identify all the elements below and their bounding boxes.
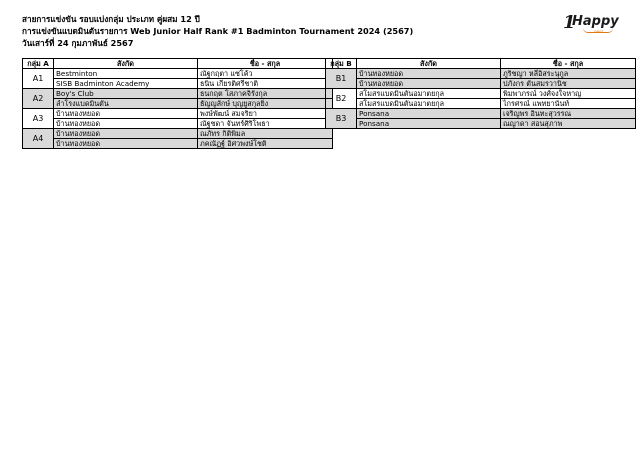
club-cell: Ponsana bbox=[357, 119, 501, 129]
player-name-cell: ธัญญลักษ์ บุญยูสกุลยิ่ง bbox=[198, 99, 333, 109]
table-row bbox=[23, 119, 333, 129]
club-cell: บ้านทองหยอด bbox=[54, 139, 198, 149]
group-label: A2 bbox=[23, 89, 54, 109]
player-name-cell: ณภัทร กิติพิมล bbox=[198, 129, 333, 139]
table-header-row bbox=[326, 59, 636, 69]
player-name-cell: พงษ์พัฒน์ สมจริยา bbox=[198, 109, 333, 119]
table-row bbox=[23, 69, 333, 79]
group-label: A3 bbox=[23, 109, 54, 129]
player-name-cell: ไกรศรณ์ แพทยานันท์ bbox=[501, 99, 636, 109]
table-row bbox=[326, 69, 636, 79]
logo-number: 1 bbox=[563, 12, 576, 33]
table-row bbox=[23, 99, 333, 109]
player-name-cell: ณญาดา สอนสุภาพ bbox=[501, 119, 636, 129]
club-cell: ลำโรงแบดมินตัน bbox=[54, 99, 198, 109]
table-row bbox=[326, 89, 636, 99]
group-label: B2 bbox=[326, 89, 357, 109]
header-name: ชื่อ - สกุล bbox=[501, 59, 636, 69]
header-tournament: การแข่งขันแบดมินตันรายการ Web Junior Half Rank #1 Badminton Tournament 2024 (2567) bbox=[22, 26, 414, 36]
group-label: B1 bbox=[326, 69, 357, 89]
table-row bbox=[23, 109, 333, 119]
header-club: สังกัด bbox=[357, 59, 501, 69]
club-cell: Boy's Club bbox=[54, 89, 198, 99]
header-title: สายการแข่งขัน รอบแบ่งกลุ่ม ประเภท คู่ผสม 12 ปี bbox=[22, 14, 200, 24]
club-cell: Ponsana bbox=[357, 109, 501, 119]
logo-word: Happy bbox=[572, 14, 619, 29]
table-row bbox=[23, 89, 333, 99]
group-label: A4 bbox=[23, 129, 54, 149]
header-group: กลุ่ม A bbox=[23, 59, 54, 69]
player-name-cell: เจริญพร อินทะสุวรรณ bbox=[501, 109, 636, 119]
group-label: B3 bbox=[326, 109, 357, 129]
header-group: กลุ่ม B bbox=[326, 59, 357, 69]
player-name-cell: ภคณัฏฐ์ อิศวพงษ์โชติ bbox=[198, 139, 333, 149]
table-row bbox=[23, 129, 333, 139]
player-name-cell: ธนกฤต โสภาคจิรังกุล bbox=[198, 89, 333, 99]
club-cell: บ้านทองหยอด bbox=[54, 119, 198, 129]
group-b-table bbox=[325, 58, 636, 129]
club-cell: บ้านทองหยอด bbox=[54, 129, 198, 139]
logo-sub: ness bbox=[594, 29, 604, 34]
happiness-logo bbox=[563, 12, 623, 36]
player-name-cell: ปภังกร ตันสมรวานิช bbox=[501, 79, 636, 89]
table-row bbox=[326, 99, 636, 109]
player-name-cell: ณัฐชดา จันทร์ศิริโพธา bbox=[198, 119, 333, 129]
group-a-table bbox=[22, 58, 333, 149]
club-cell: บ้านทองหยอด bbox=[357, 79, 501, 89]
document-header bbox=[22, 13, 413, 49]
table-row bbox=[326, 79, 636, 89]
player-name-cell: ธนิน เกียรติศรีชาติ bbox=[198, 79, 333, 89]
table-header-row bbox=[23, 59, 333, 69]
club-cell: สโมสรแบดมินตันอมาตยกุล bbox=[357, 99, 501, 109]
group-label: A1 bbox=[23, 69, 54, 89]
player-name-cell: ภูริชญา หลี่อิสระนุกูล bbox=[501, 69, 636, 79]
table-row bbox=[326, 109, 636, 119]
table-row bbox=[23, 79, 333, 89]
table-row bbox=[23, 139, 333, 149]
header-club: สังกัด bbox=[54, 59, 198, 69]
club-cell: บ้านทองหยอด bbox=[357, 69, 501, 79]
header-date: วันเสาร์ที่ 24 กุมภาพันธ์ 2567 bbox=[22, 38, 134, 48]
club-cell: บ้านทองหยอด bbox=[54, 109, 198, 119]
club-cell: SISB Badminton Academy bbox=[54, 79, 198, 89]
club-cell: สโมสรแบดมินตันอมาตยกุล bbox=[357, 89, 501, 99]
club-cell: Bestminton bbox=[54, 69, 198, 79]
player-name-cell: พิมพาภรณ์ วงศ์จงใจหาญ bbox=[501, 89, 636, 99]
player-name-cell: ณัฐกฤตา แซ่โค้ว bbox=[198, 69, 333, 79]
table-row bbox=[326, 119, 636, 129]
header-name: ชื่อ - สกุล bbox=[198, 59, 333, 69]
